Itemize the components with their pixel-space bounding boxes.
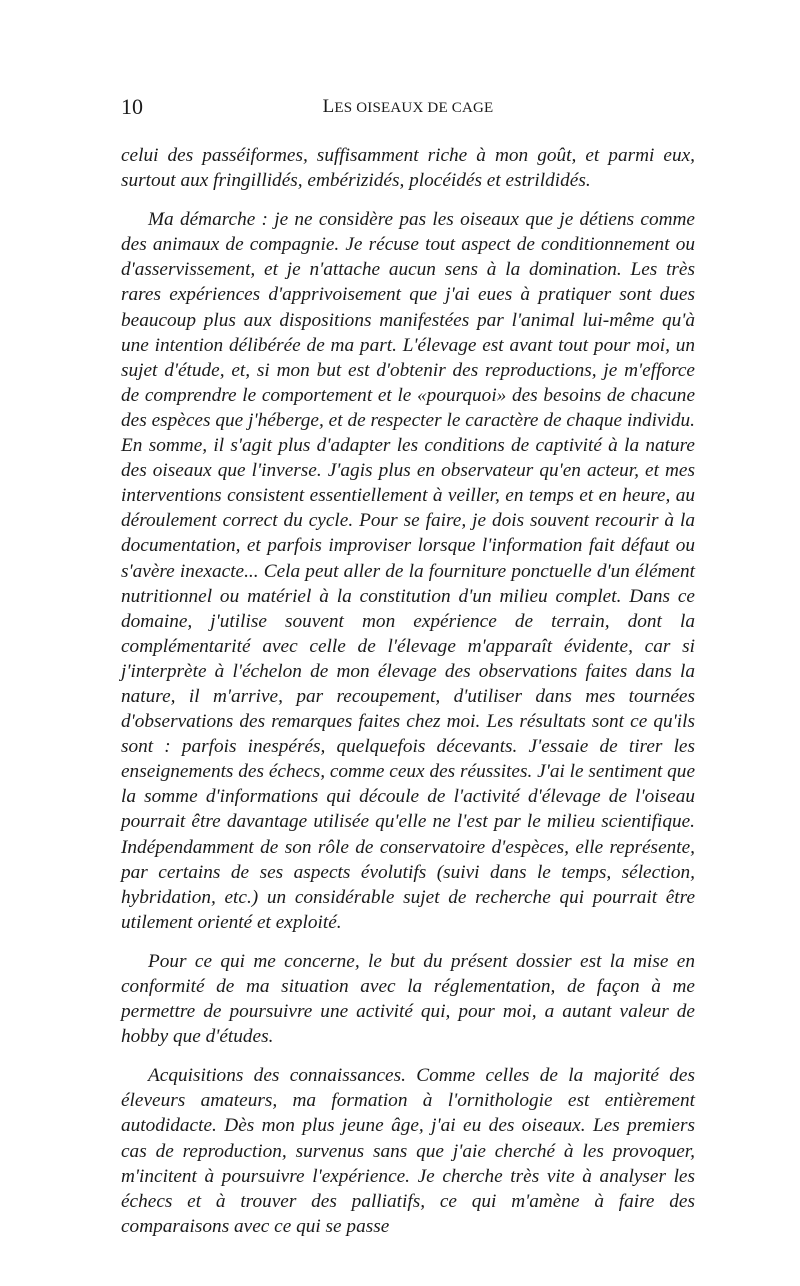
running-title (121, 92, 695, 123)
paragraph-acquisitions: Acquisitions des connaissances. Comme celles de la majorité des éleveurs amateurs, ma formation à l'ornithologie est entièrement autodidacte. Dès mon plus jeune âge, j'ai eu des oiseaux. Les premiers cas de reproduction, survenus sans que j'aie cherché à les provoquer, m'incitent à poursuivre l'expérience. Je cherche très vite à analyser les échecs et à trouver des palliatifs, ce qui m'amène à faire des comparaisons avec ce qui se passe (121, 1065, 695, 1237)
book-page (121, 92, 695, 1239)
page-number: 10 (121, 94, 143, 119)
running-title-initial: L (322, 96, 335, 117)
page-header (121, 92, 695, 122)
running-title-rest: ES OISEAUX DE CAGE (334, 100, 494, 116)
paragraph-continuation: celui des passéiformes, suffisamment riche à mon goût, et parmi eux, surtout aux fringillidés, embérizidés, plocéidés et estrildidés. (121, 145, 695, 192)
paragraph-ma-demarche: Ma démarche : je ne considère pas les oiseaux que je détiens comme des animaux de compagnie. Je récuse tout aspect de conditionnement ou d'asservissement, et je n'attache aucun sens à la domination. Les très rares expériences d'apprivoisement que j'ai eues à pratiquer sont dues beaucoup plus aux dispositions manifestées par l'animal lui-même qu'à une intention délibérée de ma part. L'élevage est avant tout pour moi, un sujet d'étude, et, si mon but est d'obtenir des reproductions, je m'efforce de comprendre le comportement et le «pourquoi» des besoins de chacune des espèces que j'héberge, et de respecter le caractère de chaque individu. En somme, il s'agit plus d'adapter les conditions de captivité à la nature des oiseaux que l'inverse. J'agis plus en observateur qu'en acteur, et mes interventions consistent essentiellement à veiller, en temps et en heure, au déroulement correct du cycle. Pour se faire, je dois souvent recourir à la documentation, et parfois improviser lorsque l'information fait défaut ou s'avère inexacte... Cela peut aller de la fourniture ponctuelle d'un élément nutritionnel ou matériel à la constitution d'un milieu complet. Dans ce domaine, j'utilise souvent mon expérience de terrain, dont la complémentarité avec celle de l'élevage m'apparaît évidente, car si j'interprète à l'échelon de mon élevage des observations faites dans la nature, il m'arrive, par recoupement, d'utiliser dans mes tournées d'observations des remarques faites chez moi. Les résultats sont ce qu'ils sont : parfois inespérés, quelquefois décevants. J'essaie de tirer les enseignements des échecs, comme ceux des réussites. J'ai le sentiment que la somme d'informations qui découle de l'activité d'élevage de l'oiseau pourrait être davantage utilisée qu'elle ne l'est par le milieu scientifique. Indépendamment de son rôle de conservatoire d'espèces, elle représente, par certains de ses aspects évolutifs (suivi dans le temps, sélection, hybridation, etc.) un considérable sujet de recherche qui pourrait être utilement orienté et exploité. (121, 209, 695, 933)
paragraph-but-du-dossier: Pour ce qui me concerne, le but du présent dossier est la mise en conformité de ma situation avec la réglementation, de façon à me permettre de poursuivre une activité qui, pour moi, a autant valeur de hobby que d'études. (121, 950, 695, 1048)
body-text (121, 143, 695, 1239)
